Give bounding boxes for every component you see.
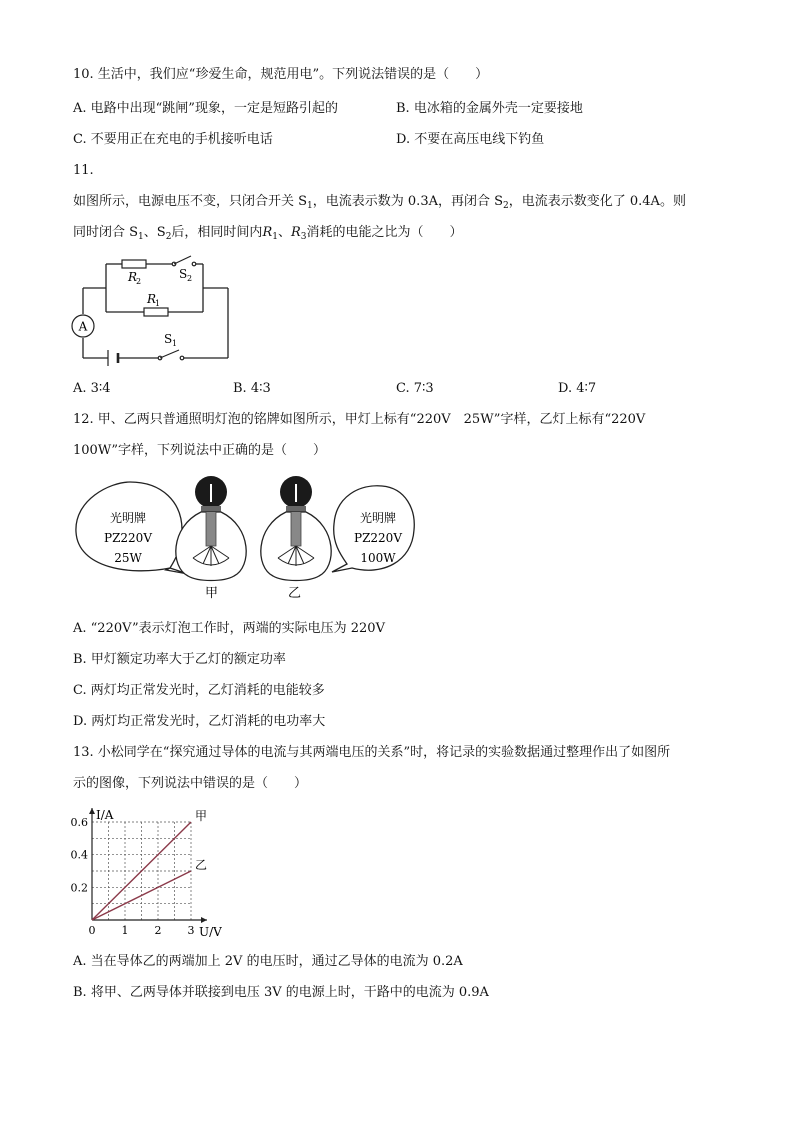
q11-option-b: B. 4∶3 xyxy=(233,381,271,396)
q13-stem-line2: 示的图像，下列说法中错误的是（ ） xyxy=(73,776,308,791)
q11-option-c: C. 7∶3 xyxy=(396,381,434,396)
yi-model: PZ220V xyxy=(354,531,402,545)
q11-stem-line2: 同时闭合 $S_1$、$S_2$后，相同时间内$R_1$、$R_3$消耗的电能之比为（ ） xyxy=(73,225,463,242)
series-label-jia: 甲 xyxy=(195,809,208,823)
y-tick-label: 0.2 xyxy=(70,881,88,895)
s2-sub: 2 xyxy=(187,274,193,283)
y-axis-arrow xyxy=(89,808,95,814)
q12-option-c: C. 两灯均正常发光时，乙灯消耗的电能较多 xyxy=(73,683,325,698)
r2-label: R xyxy=(128,270,138,284)
resistor-r2 xyxy=(122,260,146,268)
q11-option-d: D. 4∶7 xyxy=(558,381,597,396)
x-axis-arrow xyxy=(201,917,207,923)
switch-s1 xyxy=(158,350,184,360)
ammeter-label: A xyxy=(78,319,88,334)
q11-circuit-diagram xyxy=(70,250,240,368)
bulb-jia-icon xyxy=(176,476,246,581)
x-tick-label: 2 xyxy=(154,924,162,937)
r1-label: R xyxy=(147,292,157,306)
jia-power: 25W xyxy=(114,551,142,565)
battery-icon xyxy=(108,350,118,366)
q12-bulb-figure xyxy=(70,472,420,607)
x-tick-label: 3 xyxy=(187,924,195,937)
yi-power: 100W xyxy=(360,551,396,565)
q12-option-a: A. “220V”表示灯泡工作时，两端的实际电压为 220V xyxy=(73,621,385,636)
y-tick-label: 0.6 xyxy=(70,816,88,829)
q13-iu-graph xyxy=(68,800,238,942)
q13-option-b: B. 将甲、乙两导体并联接到电压 3V 的电源上时，干路中的电流为 0.9A xyxy=(73,985,489,1000)
q11-number: 11. xyxy=(73,163,94,178)
yi-label: 乙 xyxy=(288,586,302,601)
r2-sub: 2 xyxy=(136,277,142,286)
y-tick-label: 0.4 xyxy=(70,848,88,862)
series-label-yi: 乙 xyxy=(195,858,208,872)
s1-label: S xyxy=(164,332,173,346)
r1-sub: 1 xyxy=(155,299,161,308)
yi-brand: 光明牌 xyxy=(359,511,397,525)
q12-option-d: D. 两灯均正常发光时，乙灯消耗的电功率大 xyxy=(73,714,326,729)
jia-brand: 光明牌 xyxy=(109,511,147,525)
q10-option-a: A. 电路中出现“跳闸”现象，一定是短路引起的 xyxy=(73,101,338,116)
s1-sub: 1 xyxy=(172,339,178,348)
q10-option-d: D. 不要在高压电线下钓鱼 xyxy=(396,132,545,147)
jia-model: PZ220V xyxy=(104,531,152,545)
x-axis-label: U/V xyxy=(199,925,222,939)
y-axis-label: I/A xyxy=(96,808,114,822)
q12-stem-line2: 100W”字样，下列说法中正确的是（ ） xyxy=(73,443,327,458)
q13-stem-line1: 13. 小松同学在“探究通过导体的电流与其两端电压的关系”时，将记录的实验数据通过整理作出了如图所 xyxy=(73,745,671,760)
switch-s2 xyxy=(172,256,196,266)
x-tick-label: 1 xyxy=(121,924,129,937)
bulb-yi-icon xyxy=(261,476,331,581)
q10-stem: 10. 生活中，我们应“珍爱生命，规范用电”。下列说法错误的是（ ） xyxy=(73,67,489,82)
q10-option-b: B. 电冰箱的金属外壳一定要接地 xyxy=(396,101,583,116)
q11-stem-line1: 如图所示，电源电压不变，只闭合开关 $S_1$，电流表示数为 0.3A，再闭合 $S_2$，电流表示数变化了 0.4A。则 xyxy=(73,194,686,211)
s2-label: S xyxy=(179,267,188,281)
q12-option-b: B. 甲灯额定功率大于乙灯的额定功率 xyxy=(73,652,286,667)
q11-option-a: A. 3∶4 xyxy=(73,381,111,396)
q12-stem-line1: 12. 甲、乙两只普通照明灯泡的铭牌如图所示，甲灯上标有“220V 25W”字样，乙灯上标有“220V xyxy=(73,412,646,427)
jia-label: 甲 xyxy=(205,586,219,601)
q13-option-a: A. 当在导体乙的两端加上 2V 的电压时，通过乙导体的电流为 0.2A xyxy=(73,954,463,969)
resistor-r1 xyxy=(144,308,168,316)
q10-option-c: C. 不要用正在充电的手机接听电话 xyxy=(73,132,273,147)
x-tick-label: 0 xyxy=(88,924,96,937)
